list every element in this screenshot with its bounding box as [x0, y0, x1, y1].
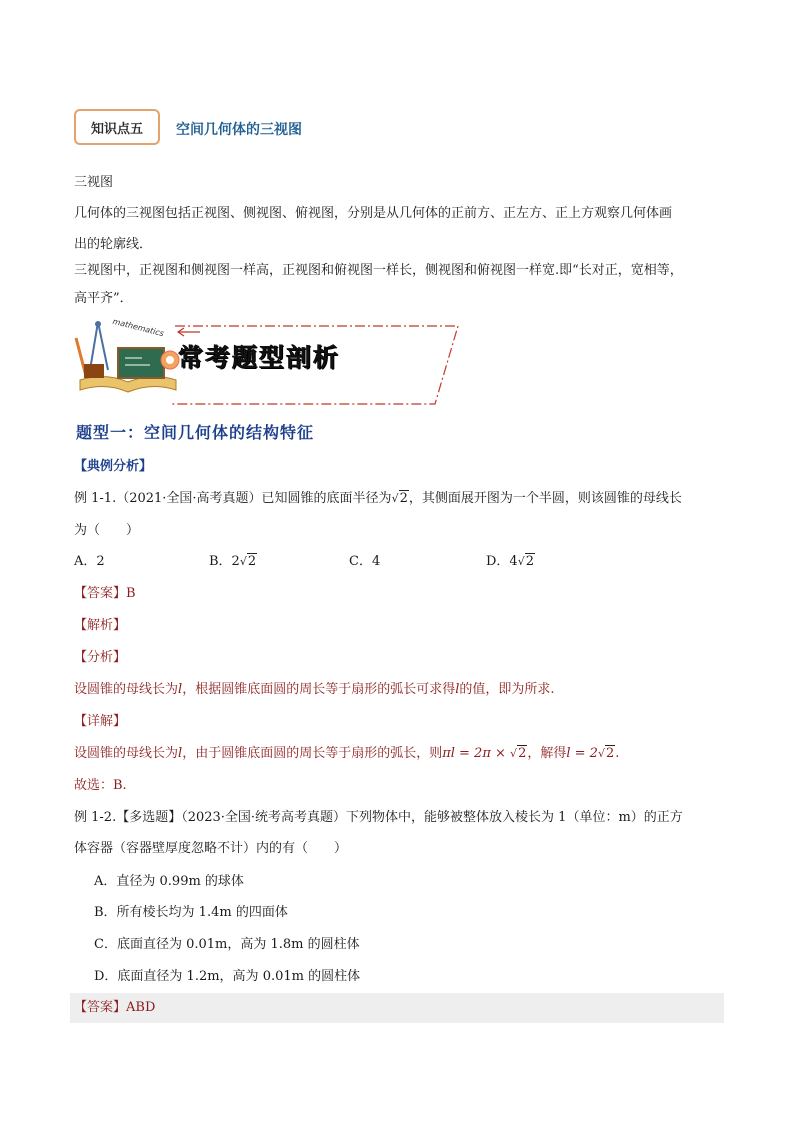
ex1-prefix: 例 1-1.（2021·全国·高考真题）已知圆锥的底面半径为 — [74, 491, 392, 506]
ex1-question-line1: 例 1-1.（2021·全国·高考真题）已知圆锥的底面半径为√2，其侧面展开图为一个半圆，则该圆锥的母线长 — [74, 491, 682, 506]
banner-title: 常考题型剖析 — [178, 343, 341, 372]
intro-para1-line2: 出的轮廓线． — [74, 237, 153, 252]
knowledge-point-badge: 知识点五 — [74, 109, 160, 145]
ex1-option-a: A．2 — [74, 554, 105, 569]
example-analysis-label: 【典例分析】 — [74, 459, 153, 474]
ex2-answer — [74, 999, 155, 1017]
ex2-option-b: B．所有棱长均为 1.4m 的四面体 — [94, 905, 288, 920]
ex2-option-d: D．底面直径为 1.2m，高为 0.01m 的圆柱体 — [94, 969, 361, 984]
ex2-option-c: C．底面直径为 0.01m，高为 1.8m 的圆柱体 — [94, 937, 360, 952]
ex1-optd-radical: 2 — [525, 554, 534, 569]
detail-label: 【详解】 — [74, 714, 127, 729]
ex1-option-b: B．2√2 — [209, 554, 257, 569]
ex1-conclusion: 故选：B. — [74, 778, 127, 793]
ex1-optd-prefix: D．4 — [486, 554, 518, 569]
ex1-fenxi-var2: l — [455, 682, 460, 697]
ex1-detail-a: 设圆锥的母线长为 — [74, 746, 179, 761]
ex1-detail-result-radical: 2 — [605, 746, 615, 761]
ex1-question-line2: 为（ ） — [74, 523, 140, 538]
section-title: 空间几何体的三视图 — [176, 122, 302, 138]
banner-icon-text: mathematics — [111, 316, 165, 339]
ex1-detail-eq: πl = 2π × — [442, 746, 511, 761]
ex1-optb-radical: 2 — [247, 554, 257, 569]
ex1-detail-b: ，由于圆锥底面圆的周长等于扇形的弧长，则 — [182, 746, 443, 761]
ex2-answer-label: 【答案】 — [74, 1000, 127, 1015]
ex1-fenxi-var: l — [178, 682, 183, 697]
ex1-radical: 2 — [399, 491, 408, 506]
ex1-fenxi-b: ，根据圆锥底面圆的周长等于扇形的弧长可求得 — [182, 682, 456, 697]
ex1-detail-result: l = 2 — [566, 746, 598, 761]
fenxi-label: 【分析】 — [74, 650, 127, 665]
intro-heading: 三视图 — [74, 175, 114, 190]
ex1-detail-radical: 2 — [518, 746, 527, 761]
intro-para2-line2: 高平齐”． — [74, 291, 133, 306]
ex1-answer — [74, 585, 136, 603]
ex2-question-line2: 体容器（容器壁厚度忽略不计）内的有（ ） — [74, 841, 348, 856]
intro-para2-line1: 三视图中，正视图和侧视图一样高，正视图和俯视图一样长，侧视图和俯视图一样宽.即“长对正，宽相等， — [74, 263, 683, 278]
ex1-detail-end: . — [615, 746, 620, 761]
ex1-optb-prefix: B．2 — [209, 554, 240, 569]
intro-para1-line1: 几何体的三视图包括正视图、侧视图、俯视图，分别是从几何体的正前方、正左方、正上方观察几何体画 — [74, 206, 673, 221]
ex1-detail-var: l — [178, 746, 183, 761]
ex1-suffix: ，其侧面展开图为一个半圆，则该圆锥的母线长 — [408, 491, 682, 506]
ex1-option-c: C．4 — [349, 554, 381, 569]
type1-heading: 题型一：空间几何体的结构特征 — [76, 423, 315, 442]
ex2-answer-bar — [70, 993, 724, 1023]
ex2-option-a: A．直径为 0.99m 的球体 — [94, 874, 244, 889]
ex2-question-line1: 例 1-2.【多选题】（2023·全国·统考高考真题）下列物体中，能够被整体放入棱长为 1（单位：m）的正方 — [74, 810, 683, 825]
ex1-detail-c: ，解得 — [527, 746, 567, 761]
ex1-fenxi-a: 设圆锥的母线长为 — [74, 682, 179, 697]
analysis-label: 【解析】 — [74, 618, 127, 633]
ex1-option-d: D．4√2 — [486, 554, 534, 569]
ex1-fenxi-text — [74, 681, 555, 699]
ex1-detail-text: 设圆锥的母线长为l，由于圆锥底面圆的周长等于扇形的弧长，则πl = 2π × √2，解得l = 2√2. — [74, 746, 620, 761]
ex1-answer-value: B — [126, 586, 136, 601]
answer-label: 【答案】 — [74, 586, 127, 601]
ex2-answer-value: ABD — [126, 1000, 156, 1015]
ex1-fenxi-c: 的值，即为所求. — [459, 682, 555, 697]
